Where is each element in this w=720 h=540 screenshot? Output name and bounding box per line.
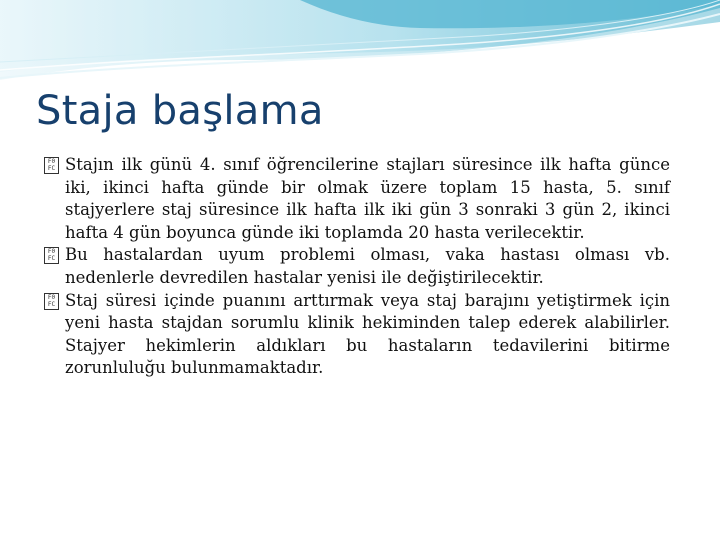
bullet-text: Bu hastalardan uyum problemi olması, vaka hastası olması vb. nedenlerle devredilen hastalar yenisi ile değiştirilecektir. xyxy=(65,245,670,287)
bullet-placeholder-icon: F0 FC xyxy=(44,247,59,264)
header-wave-decoration xyxy=(0,0,720,90)
bullet-placeholder-icon: F0 FC xyxy=(44,157,59,174)
bullet-text: Stajın ilk günü 4. sınıf öğrencilerine stajları süresince ilk hafta günce iki, ikinci hafta günde bir olmak üzere toplam 15 hasta, 5. sınıf stajyerlere staj süresince ilk hafta ilk iki gün 3 sonraki 3 gün 2, ikinci hafta 4 gün boyunca günde iki toplamda 20 hasta verilecektir. xyxy=(65,155,670,242)
bullet-text: Staj süresi içinde puanını arttırmak veya staj barajını yetiştirmek için yeni hasta stajdan sorumlu klinik hekiminden talep ederek alabilirler. Stajyer hekimlerin aldıkları bu hastaların tedavilerini bitirme zorunluluğu bulunmamaktadır. xyxy=(65,290,670,378)
bullet-placeholder-icon: F0 FC xyxy=(44,293,59,310)
slide-title: Staja başlama xyxy=(36,88,324,134)
bullet-item xyxy=(44,290,670,380)
bullet-item xyxy=(44,154,670,244)
bullet-list xyxy=(44,154,670,380)
bullet-item xyxy=(44,244,670,289)
